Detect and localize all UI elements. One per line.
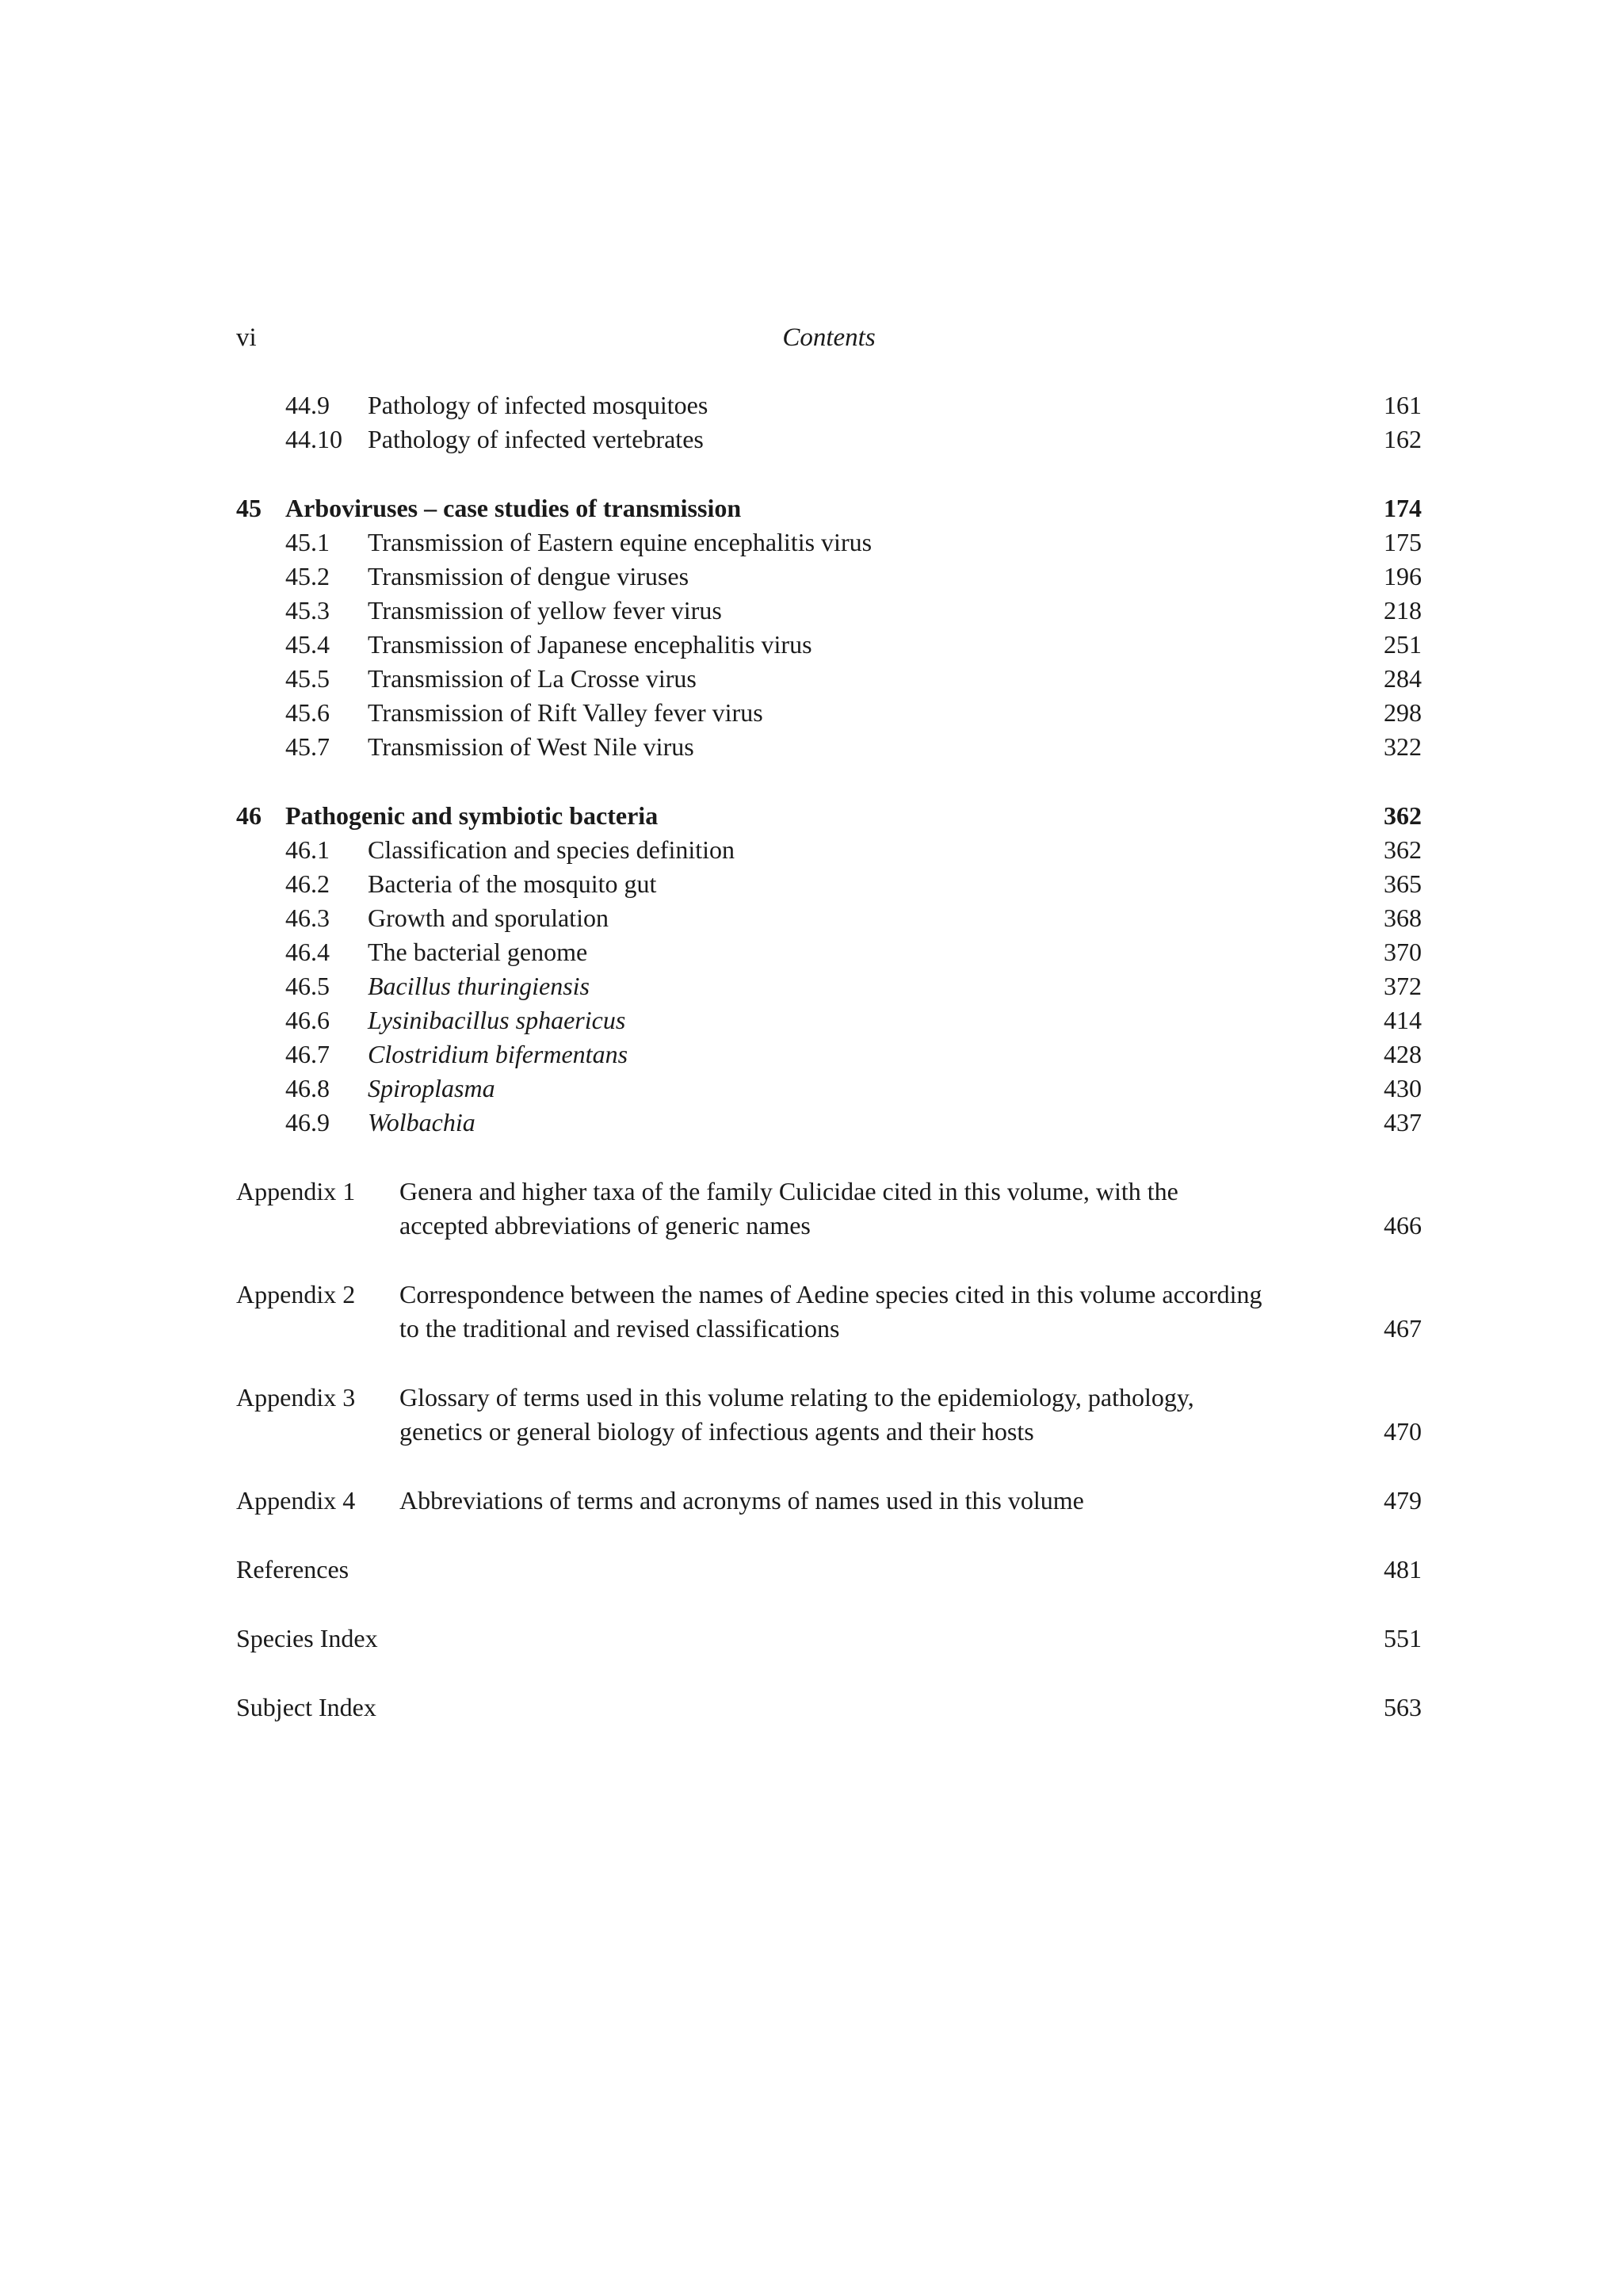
chapter-title: Pathogenic and symbiotic bacteria — [285, 801, 659, 830]
section-title: Transmission of Japanese encephalitis virus — [368, 630, 812, 659]
section-number: 46.8 — [285, 1074, 330, 1102]
chapter-number: 45 — [236, 494, 262, 522]
toc-entry-44-9[interactable] — [236, 388, 1422, 422]
section-title: Pathology of infected mosquitoes — [368, 391, 708, 419]
section-number: 46.7 — [285, 1040, 330, 1068]
appendix-label: Appendix 4 — [236, 1486, 356, 1515]
section-number: 45.6 — [285, 698, 330, 727]
section-title: The bacterial genome — [368, 938, 588, 966]
section-title: Classification and species definition — [368, 835, 735, 864]
appendix-title-line: genetics or general biology of infectious agents and their hosts — [399, 1417, 1034, 1446]
chapter-number: 46 — [236, 801, 262, 830]
toc-chapter-45[interactable] — [236, 491, 1422, 525]
back-matter-label: Subject Index — [236, 1693, 376, 1721]
section-number: 45.4 — [285, 630, 330, 659]
section-title: Clostridium bifermentans — [368, 1040, 628, 1068]
toc-entry-46-8[interactable] — [236, 1072, 1422, 1106]
toc-entry-46-2[interactable] — [236, 867, 1422, 901]
page-ref: 481 — [1384, 1555, 1422, 1584]
appendix-title-line: to the traditional and revised classifications — [399, 1314, 840, 1343]
page-ref: 161 — [1384, 391, 1422, 419]
appendix-label: Appendix 3 — [236, 1383, 356, 1412]
section-title: Spiroplasma — [368, 1074, 495, 1102]
page-ref: 428 — [1384, 1040, 1422, 1068]
toc-entry-45-5[interactable] — [236, 662, 1422, 696]
page-ref: 372 — [1384, 972, 1422, 1000]
page-number: vi — [236, 323, 257, 352]
page-ref: 479 — [1384, 1486, 1422, 1515]
section-number: 45.1 — [285, 528, 330, 556]
page-ref: 414 — [1384, 1006, 1422, 1034]
page-ref: 370 — [1384, 938, 1422, 966]
toc-appendix-1[interactable] — [236, 1175, 1422, 1243]
section-number: 45.5 — [285, 664, 330, 693]
section-title: Transmission of Eastern equine encephalitis virus — [368, 528, 873, 556]
section-number: 44.9 — [285, 391, 330, 419]
toc-species-index[interactable] — [236, 1622, 1422, 1656]
chapter-title: Arboviruses – case studies of transmission — [285, 494, 742, 522]
toc-entry-46-4[interactable] — [236, 935, 1422, 969]
page-ref: 470 — [1384, 1417, 1422, 1446]
appendix-title-line: Glossary of terms used in this volume relating to the epidemiology, pathology, — [399, 1383, 1194, 1412]
page-ref: 437 — [1384, 1108, 1422, 1137]
toc-entry-45-4[interactable] — [236, 628, 1422, 662]
appendix-title-line: Genera and higher taxa of the family Culicidae cited in this volume, with the — [399, 1177, 1178, 1205]
page-ref: 467 — [1384, 1314, 1422, 1343]
section-number: 45.7 — [285, 732, 330, 761]
section-number: 46.9 — [285, 1108, 330, 1137]
appendix-title — [399, 1484, 1350, 1518]
page-ref: 218 — [1384, 596, 1422, 625]
section-title: Lysinibacillus sphaericus — [368, 1006, 626, 1034]
appendix-title — [399, 1381, 1350, 1449]
page-ref: 563 — [1384, 1693, 1422, 1721]
toc-appendix-3[interactable] — [236, 1381, 1422, 1449]
running-head — [236, 319, 1422, 357]
section-title: Transmission of West Nile virus — [368, 732, 694, 761]
section-number: 46.6 — [285, 1006, 330, 1034]
section-title: Transmission of Rift Valley fever virus — [368, 698, 763, 727]
table-of-contents — [236, 388, 1422, 1725]
appendix-title-line: accepted abbreviations of generic names — [399, 1211, 811, 1240]
toc-entry-46-3[interactable] — [236, 901, 1422, 935]
page-ref: 175 — [1384, 528, 1422, 556]
toc-entry-45-7[interactable] — [236, 730, 1422, 764]
section-number: 45.2 — [285, 562, 330, 590]
toc-entry-45-3[interactable] — [236, 594, 1422, 628]
back-matter-label: Species Index — [236, 1624, 378, 1652]
toc-appendix-4[interactable] — [236, 1484, 1422, 1518]
page-ref: 368 — [1384, 904, 1422, 932]
toc-entry-44-10[interactable] — [236, 422, 1422, 457]
back-matter-label: References — [236, 1555, 349, 1584]
page-ref: 551 — [1384, 1624, 1422, 1652]
section-number: 45.3 — [285, 596, 330, 625]
page-ref: 466 — [1384, 1211, 1422, 1240]
page-ref: 284 — [1384, 664, 1422, 693]
toc-entry-45-2[interactable] — [236, 560, 1422, 594]
section-title: Bacteria of the mosquito gut — [368, 869, 657, 898]
appendix-title-line: Correspondence between the names of Aedine species cited in this volume according — [399, 1280, 1262, 1308]
page-ref: 298 — [1384, 698, 1422, 727]
toc-entry-46-7[interactable] — [236, 1037, 1422, 1072]
section-title: Wolbachia — [368, 1108, 475, 1137]
page-ref: 362 — [1384, 835, 1422, 864]
appendix-title — [399, 1175, 1350, 1243]
section-title: Transmission of dengue viruses — [368, 562, 689, 590]
running-title: Contents — [782, 323, 876, 352]
appendix-label: Appendix 2 — [236, 1280, 356, 1308]
page-ref: 174 — [1384, 494, 1422, 522]
section-number: 46.2 — [285, 869, 330, 898]
page-ref: 430 — [1384, 1074, 1422, 1102]
toc-subject-index[interactable] — [236, 1690, 1422, 1725]
section-number: 46.1 — [285, 835, 330, 864]
section-title: Bacillus thuringiensis — [368, 972, 590, 1000]
page-ref: 251 — [1384, 630, 1422, 659]
toc-appendix-2[interactable] — [236, 1278, 1422, 1346]
section-title: Pathology of infected vertebrates — [368, 425, 704, 453]
section-number: 44.10 — [285, 425, 342, 453]
toc-entry-45-6[interactable] — [236, 696, 1422, 730]
section-title: Growth and sporulation — [368, 904, 609, 932]
appendix-title — [399, 1278, 1350, 1346]
page-ref: 362 — [1384, 801, 1422, 830]
page-ref: 196 — [1384, 562, 1422, 590]
toc-entry-46-9[interactable] — [236, 1106, 1422, 1140]
toc-entry-46-6[interactable] — [236, 1003, 1422, 1037]
page-ref: 365 — [1384, 869, 1422, 898]
section-number: 46.3 — [285, 904, 330, 932]
appendix-label: Appendix 1 — [236, 1177, 356, 1205]
toc-chapter-46[interactable] — [236, 799, 1422, 833]
section-title: Transmission of yellow fever virus — [368, 596, 722, 625]
toc-entry-45-1[interactable] — [236, 525, 1422, 560]
toc-entry-46-5[interactable] — [236, 969, 1422, 1003]
appendix-title-line: Abbreviations of terms and acronyms of names used in this volume — [399, 1486, 1084, 1515]
section-title: Transmission of La Crosse virus — [368, 664, 697, 693]
toc-entry-46-1[interactable] — [236, 833, 1422, 867]
page-ref: 162 — [1384, 425, 1422, 453]
section-number: 46.4 — [285, 938, 330, 966]
page-ref: 322 — [1384, 732, 1422, 761]
toc-references[interactable] — [236, 1553, 1422, 1587]
section-number: 46.5 — [285, 972, 330, 1000]
